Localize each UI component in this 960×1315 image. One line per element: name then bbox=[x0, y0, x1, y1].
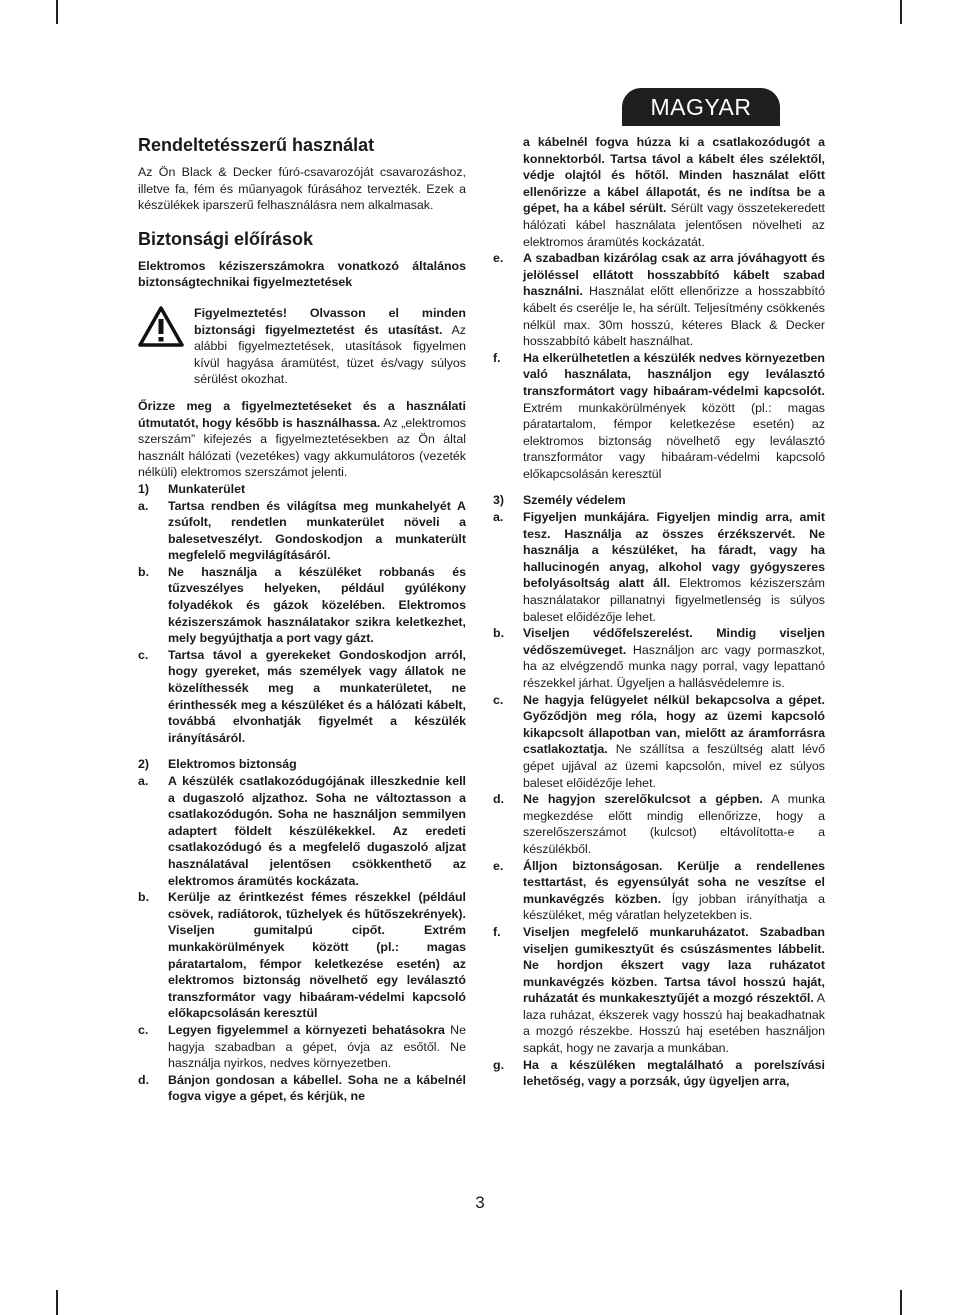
list-item-continued: a kábelnél fogva húzza ki a csatlakozódugót a konnektorból. Tartsa távol a kábelt éles szélektől, védje olajtól és hőtől. Minden használat előtt ellenőrizze a kábel állapotát, és ne indítsa be a gépet, ha a kábel sérült. Sérült vagy összetekeredett hálózati kábel használata jelentősen növelheti az elektromos áramütés kockázatát. bbox=[523, 135, 825, 249]
list-item: c. Ne hagyja felügyelet nélkül bekapcsolva a gépet. Győződjön meg róla, hogy az üzemi kapcsoló kikapcsolt állapotban van, mielőtt az áramforrásra csatlakoztatja. Ne szállítsa a feszültség alatt lévő gépet ujjával az üzemi kapcsolón, mivel ez súlyos baleset előidézője lehet. bbox=[493, 692, 825, 790]
heading-safety: Biztonsági előírások bbox=[138, 228, 314, 249]
list-item: e. A szabadban kizárólag csak az arra jóváhagyott és jelöléssel ellátott hosszabbító kábelt szabad használni. Használat előtt ellenőrizze a hosszabbító kábelt és cserélje le, ha sérült. Teljesítmény csökkenés nélkül max. 30m hosszú, kéteres Black & Decker hosszabbító kábelt használhat. bbox=[493, 251, 825, 349]
intended-use-text: Az Ön Black & Decker fúró-csavarozóját csavarozáshoz, illetve fa, fém és műanyagok fúrásához tervezték. Ezek a készülékek iparszerű felhasználásra nem alkalmasak. bbox=[138, 165, 466, 213]
crop-mark-top-left bbox=[56, 0, 58, 24]
crop-mark-bottom-right bbox=[900, 1290, 902, 1315]
page-number: 3 bbox=[475, 1193, 485, 1212]
section-2-heading: 2) Elektromos biztonság bbox=[138, 757, 297, 772]
list-item: a. Tartsa rendben és világítsa meg munkahelyét A zsúfolt, rendetlen munkaterület növeli a balesetveszélyt. Gondoskodjon a munkaterült megfelelő megvilágításáról. bbox=[138, 498, 466, 563]
keep-instructions-text: Őrizze meg a figyelmeztetéseket és a használati útmutatót, hogy később is használhassa. Az „elektromos szerszám” kifejezés a figyelmeztetésekben az Ön által használt hálózati (vezetékes) vagy akkumulátoros (vezeték nélküli) elektromos szerszámot jelenti. bbox=[138, 398, 466, 480]
warning-triangle-icon bbox=[138, 305, 194, 388]
crop-mark-top-right bbox=[900, 0, 902, 24]
list-item: b. Ne használja a készüléket robbanás és tűzveszélyes helyeken, például gyúlékony folyadékok és gázok közelében. Elektromos kéziszerszámok használatakor szikra keletkezhet, mely begyújthatja a port vagy gázt. bbox=[138, 564, 466, 646]
section-3-heading: 3) Személy védelem bbox=[493, 493, 626, 508]
crop-mark-bottom-left bbox=[56, 1290, 58, 1315]
warning-block bbox=[138, 305, 466, 388]
section-1-heading: 1) Munkaterület bbox=[138, 481, 246, 496]
list-item: c. Tartsa távol a gyerekeket Gondoskodjon arról, hogy gyereket, más személyek vagy állatok ne közelíthessék meg a munkaterületet, ne érinthessék meg a készüléket és a hálózati kábelt, továbbá elvonhatják figyelmét a készülék irányításáról. bbox=[138, 647, 466, 745]
list-item: d. Bánjon gondosan a kábellel. Soha ne a kábelnél fogva vigye a gépet, és kérjük, ne bbox=[138, 1072, 466, 1104]
list-item: g. Ha a készüléken megtalálható a porelszívási lehetőség, vagy a porzsák, úgy ügyeljen arra, bbox=[493, 1057, 825, 1089]
list-item: a. Figyeljen munkájára. Figyeljen mindig arra, amit tesz. Használja az összes érzékszervét. Ne használja a készüléket, ha fáradt, vagy ha hallucinogén anyag, alkohol vagy gyógyszeres befolyásoltság alatt áll. Elektromos kéziszerszám használatakor pillanatnyi figyelmetlenség is súlyos baleset előidézője lehet. bbox=[493, 510, 825, 624]
list-item: f. Viseljen megfelelő munkaruházatot. Szabadban viseljen gumikesztyűt és csúszásmentes lábbelit. Ne hordjon ékszert vagy laza ruházatot munkavégzés közben. Tartsa távol hosszú haját, ruházatát és munkakesztyűjét a mozgó részektől. A laza ruházat, ékszerek vagy hosszú haj beakadhatnak a mozgó részekbe. Hosszú haj esetében használjon sapkát, hogy ne zavarja a munkában. bbox=[493, 924, 825, 1056]
list-item: b. Viseljen védőfelszerelést. Mindig viseljen védőszemüveget. Használjon arc vagy pormaszkot, ha az elvégzendő munka nagy porral, vagy lepattanó részekkel járhat. Ügyeljen a hallásvédelemre is. bbox=[493, 626, 825, 690]
list-item: b. Kerülje az érintkezést fémes részekkel (például csövek, radiátorok, tűzhelyek és hűtőszekrények). Viseljen gumitalpú cipőt. Extrém munkakörülmények között (pl.: magas páratartalom, fémpor keletkezése esetén) az elektromos biztonság növelhető egy leválasztó transzformátor vagy hibaáram-védelmi kapcsoló előkapcsolásán keresztül bbox=[138, 890, 466, 1021]
general-warnings-subtitle: Elektromos kéziszerszámokra vonatkozó általános biztonságtechnikai figyelmeztetések bbox=[138, 258, 466, 290]
language-tab: MAGYAR bbox=[622, 88, 780, 126]
list-item: d. Ne hagyjon szerelőkulcsot a gépben. A munka megkezdése előtt mindig ellenőrizze, hogy a szerelőszerszámot (kulcsot) eltávolította-e a készülékből. bbox=[493, 792, 825, 856]
list-item: f. Ha elkerülhetetlen a készülék nedves környezetben való használata, használjon egy leválasztó transzformátort vagy hibaáram-védelmi kapcsolót. Extrém munkakörülmények között (pl.: magas páratartalom, fémpor keletkezése esetén) az elektromos biztonság növelhető egy leválasztó transzformátor vagy hibaáram-védelmi kapcsoló előkapcsolásán keresztül bbox=[493, 350, 825, 481]
list-item: a. A készülék csatlakozódugójának illeszkednie kell a dugaszoló aljzathoz. Soha ne változtasson a csatlakozódugón. Soha ne használjon semmilyen adaptert földelt készülékekkel. Az eredeti csatlakozódugó és a megfelelő dugaszoló aljzat használatával jelentősen csökkenthető az elektromos áramütés kockázata. bbox=[138, 774, 466, 888]
warning-text: Figyelmeztetés! Olvasson el minden biztonsági figyelmeztetést és utasítást. Az alábbi figyelmeztetések, utasítások figyelmen kívül hagyása áramütést, tüzet és/vagy súlyos sérülést okozhat. bbox=[194, 305, 466, 387]
right-column bbox=[493, 134, 825, 1090]
list-item: c. Legyen figyelemmel a környezeti behatásokra Ne hagyja szabadban a gépet, óvja az esőtől. Ne használja nyirkos, nedves környezetben. bbox=[138, 1022, 466, 1071]
heading-intended-use: Rendeltetésszerű használat bbox=[138, 135, 375, 155]
left-column bbox=[138, 134, 466, 1105]
list-item: e. Álljon biztonságosan. Kerülje a rendellenes testtartást, és egyensúlyát soha ne veszítse el munkavégzés közben. Így jobban irányíthatja a készüléket, még váratlan helyzetekben is. bbox=[493, 858, 825, 923]
